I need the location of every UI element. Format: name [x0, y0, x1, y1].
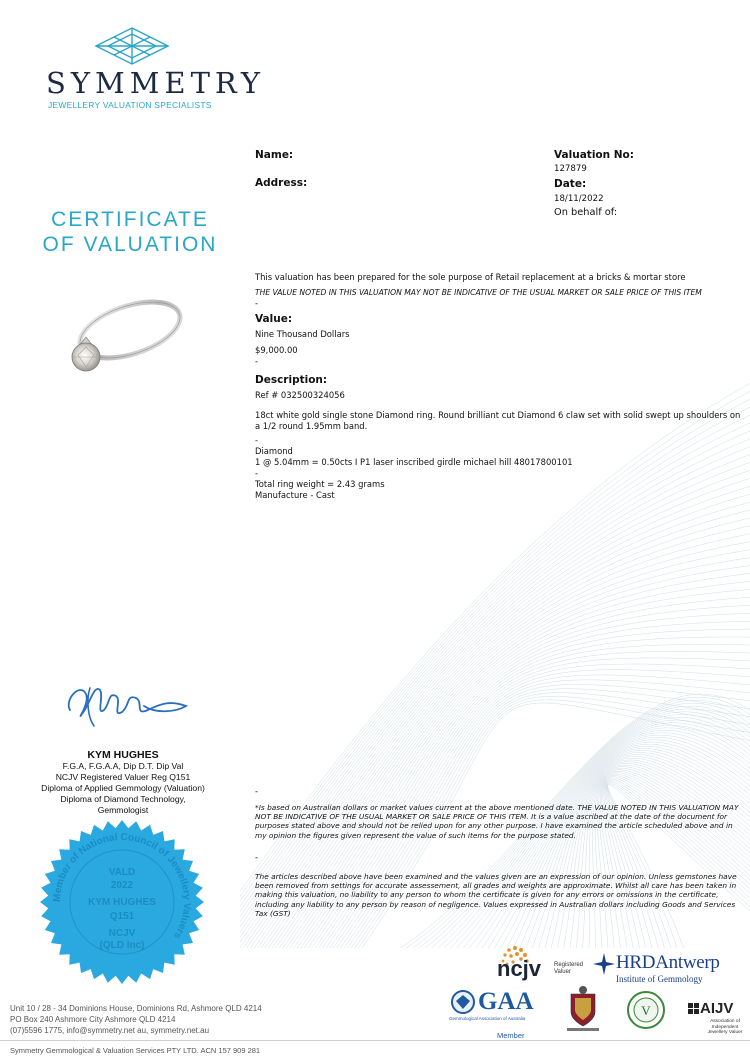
aijv-sub-2: Independent — [711, 1024, 739, 1030]
value-label: Value: — [255, 313, 293, 325]
dash-6: - — [255, 852, 259, 862]
seal-ring-text: Member of National Council of Jewellery Valuers — [51, 831, 193, 941]
valuer-name: KYM HUGHES — [87, 749, 159, 761]
valuer-qual-3: Diploma of Applied Gemmology (Valuation) — [41, 783, 205, 793]
ring-photo — [42, 285, 192, 385]
description-label: Description: — [255, 374, 328, 386]
seal-line-4: Q151 — [109, 911, 135, 922]
valuer-signature — [60, 670, 195, 735]
aijv-sub-1: Association of — [710, 1019, 740, 1024]
hrd-star-icon — [592, 952, 616, 976]
purpose-statement: This valuation has been prepared for the sole purpose of Retail replacement at a bricks & mortar store — [255, 272, 686, 282]
gaa-subtitle: Gemmological Association of Australia — [449, 1016, 526, 1021]
valuer-qual-1: F.G.A, F.G.A.A, Dip D.T. Dip Val — [62, 761, 184, 771]
footer-divider — [0, 1040, 750, 1041]
brand-name: SYMMETRY — [46, 66, 265, 100]
valuer-qual-2: NCJV Registered Valuer Reg Q151 — [55, 772, 191, 782]
on-behalf-label: On behalf of: — [554, 207, 618, 218]
v-badge-letter: V — [641, 1003, 651, 1018]
disclaimer-paragraph-1: *Is based on Australian dollars or market values current at the above mentioned date. THE VALUE NOTED IN THIS VALUATION MAY NOT BE INDICATIVE OF THE USUAL MARKET OR SALE PRICE OF THIS ITEM. It is a value ascribed at the date of the document for purposes stated above and should not be relied upon for any other purpose. I have examined the article scheduled above and in my opinion the figures given represent the value of such items for the purpose stated. — [255, 803, 739, 840]
aijv-grid-icon — [688, 1003, 700, 1015]
dash-3: - — [255, 435, 259, 445]
valuation-date: 18/11/2022 — [554, 194, 604, 204]
diamond-logo-icon — [94, 26, 170, 66]
dash-5: - — [255, 786, 259, 796]
gaa-logo-text: GAA — [478, 988, 534, 1015]
valuation-no: 127879 — [554, 164, 587, 174]
value-words: Nine Thousand Dollars — [255, 329, 350, 339]
hrd-logo-text: HRDAntwerp — [616, 952, 720, 973]
reference-number: Ref # 032500324056 — [255, 390, 345, 400]
valuer-qual-4: Diploma of Diamond Technology, — [60, 794, 186, 804]
description-paragraph: 18ct white gold single stone Diamond ring. Round brilliant cut Diamond 6 claw set with solid swept up shoulders on a 1/2 round 1.95mm band. — [255, 410, 741, 431]
address-label: Address: — [255, 177, 308, 189]
seal-line-5: NCJV — [108, 928, 136, 939]
dash-1: - — [255, 298, 259, 308]
seal-line-6: (QLD Inc) — [99, 940, 145, 951]
v-badge-icon — [626, 990, 666, 1030]
certificate-title-line1: CERTIFICATE — [51, 208, 209, 231]
valuation-no-label: Valuation No: — [554, 149, 634, 161]
manufacture: Manufacture - Cast — [255, 490, 335, 500]
aijv-sub-3: Jewellery Valuer — [707, 1030, 743, 1036]
certificate-title-line2: OF VALUATION — [42, 233, 218, 256]
seal-line-1: VALD — [108, 867, 136, 878]
hrd-subtitle: Institute of Gemmology — [616, 974, 703, 984]
dash-2: - — [255, 356, 259, 366]
diamond-detail: 1 @ 5.04mm = 0.50cts I P1 laser inscribed girdle michael hill 48017800101 — [255, 457, 573, 467]
value-warning: THE VALUE NOTED IN THIS VALUATION MAY NOT BE INDICATIVE OF THE USUAL MARKET OR SALE PRICE OF THIS ITEM — [255, 288, 702, 297]
footer-address-1: Unit 10 / 28 - 34 Dominions House, Dominions Rd, Ashmore QLD 4214 — [10, 1004, 262, 1013]
valuer-qual-5: Gemmologist — [97, 805, 149, 815]
guilloche-background — [240, 258, 750, 948]
ncjv-logo-text: ncjv — [497, 956, 542, 981]
ncjv-registered: Registered — [554, 962, 584, 968]
disclaimer-paragraph-2: The articles described above have been examined and the values given are an expression of our opinion. Unless gemstones have been removed from settings for accurate assessement, all grades and weights are approximate. Whilst all care has been taken in making this valuation, no liability to any person to whom the certificate is given for any errors or omissions in the certificate, including any liability to any person by reason of negligence. Values expressed in Australian dollars including Goods and Services Tax (GST) — [255, 872, 737, 918]
dash-4: - — [255, 468, 259, 478]
coat-of-arms-icon — [565, 984, 601, 1034]
footer-company: Symmetry Gemmological & Valuation Services PTY LTD. ACN 157 909 281 — [10, 1046, 261, 1055]
footer-address-3: (07)5596 1775, info@symmetry.net au, symmetry.net.au — [10, 1026, 210, 1035]
footer-address-2: PO Box 240 Ashmore City Ashmore QLD 4214 — [10, 1015, 176, 1024]
date-label: Date: — [554, 178, 587, 190]
seal-line-2: 2022 — [110, 880, 134, 891]
diamond-label: Diamond — [255, 446, 293, 456]
seal-line-3: KYM HUGHES — [88, 897, 156, 908]
aijv-logo-text: AIJV — [700, 1000, 734, 1017]
name-label: Name: — [255, 149, 294, 161]
gaa-emblem-icon — [450, 989, 476, 1015]
brand-tagline: JEWELLERY VALUATION SPECIALISTS — [48, 100, 212, 110]
gaa-member: Member — [497, 1031, 525, 1040]
ncjv-valuer: Valuer — [554, 969, 571, 975]
total-weight: Total ring weight = 2.43 grams — [255, 479, 385, 489]
value-amount: $9,000.00 — [255, 345, 298, 355]
ncjv-seal-stamp — [37, 815, 207, 990]
